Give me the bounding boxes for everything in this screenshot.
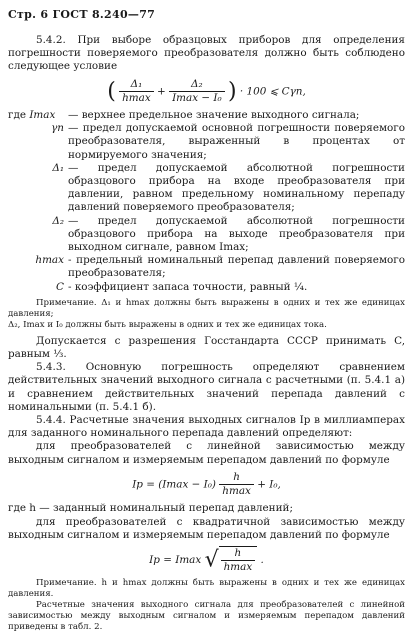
- fraction-4-den: hmax: [223, 561, 253, 574]
- fraction-3: [219, 471, 254, 498]
- definition-item: [8, 254, 405, 280]
- paragraph-quadratic: для преобразователей с квадратичной зависимостью между выходным сигналом и измеряемым перепадом давлений по формуле: [8, 515, 405, 541]
- formula-linear: [8, 471, 405, 498]
- formula-linear-lhs: Iр = (Imax − I₀): [132, 478, 216, 491]
- note-2: Примечание. h и hmax должны быть выражены в одних и тех же единицах давления.: [8, 578, 405, 600]
- definitions-list: [8, 109, 405, 294]
- definition-item: [8, 122, 405, 162]
- sqrt: [205, 546, 258, 574]
- sqrt-sign: √: [204, 547, 219, 573]
- paragraph-c-permission: Допускается с разрешения Госстандарта СССР принимать C, равным ⅓.: [8, 334, 405, 361]
- fraction-1-num: Δ₁: [119, 78, 154, 92]
- paragraph-5-4-2: 5.4.2. При выборе образцовых приборов для определения погрешности поверяемого преобразователя должно быть соблюдено следующее условие: [8, 34, 405, 73]
- plus-sign: +: [157, 85, 166, 98]
- page-header: Стр. 6 ГОСТ 8.240—77: [8, 8, 156, 21]
- fraction-2-den: Imax − I₀: [172, 91, 222, 104]
- definition-symbol: Δ₁: [52, 161, 64, 174]
- definition-text: — предел допускаемой абсолютной погрешности образцового прибора на выходе преобразователя при выходном сигнале, равном Imax;: [68, 214, 405, 254]
- definition-symbol: γп: [51, 122, 64, 135]
- definition-text: — предел допускаемой абсолютной погрешности образцового прибора на входе преобразователя при давлении, равном предельному номинальному перепаду давлений поверяемого преобразователя;: [68, 161, 405, 214]
- definition-text: - предельный номинальный перепад давлений поверяемого преобразователя;: [68, 254, 405, 280]
- paragraph-linear: для преобразователей с линейной зависимостью между выходным сигналом и измеряемым перепадом давлений по формуле: [8, 440, 405, 466]
- definition-item: [8, 215, 405, 255]
- fraction-2: [169, 78, 225, 105]
- note-1: Примечание. Δ₁ и hmax должны быть выражены в одних и тех же единицах давления;: [8, 297, 405, 319]
- definition-text: - коэффициент запаса точности, равный ¼.: [68, 280, 308, 293]
- definition-text: — верхнее предельное значение выходного сигнала;: [68, 109, 360, 122]
- definition-item: [8, 281, 405, 294]
- definition-symbol: C: [56, 280, 64, 293]
- note-1b: Δ₂, Imax и I₀ должны быть выражены в одних и тех же единицах тока.: [8, 319, 327, 330]
- formula-quadratic-end: .: [260, 554, 264, 567]
- fraction-4-num: h: [221, 547, 256, 561]
- paragraph-5-4-4: 5.4.4. Расчетные значения выходных сигналов Iр в миллиамперах для заданного номинального перепада давлений определяют:: [8, 414, 405, 440]
- fraction-3-den: hmax: [222, 485, 251, 498]
- definition-symbol: Imax: [29, 109, 56, 122]
- fraction-1-den: hmax: [122, 91, 151, 104]
- paren-open: (: [107, 78, 116, 104]
- definition-symbol: Δ₂: [52, 214, 64, 227]
- paragraph-5-4-3: 5.4.3. Основную погрешность определяют сравнением действительных значений выходного сигнала с расчетными (п. 5.4.1 а) и сравнением действительных значений перепада давлений с номинальными (п. 5.4.1 б).: [8, 361, 405, 413]
- definition-text: — предел допускаемой основной погрешности поверяемого преобразователя, выраженный в процентах от нормируемого значения;: [68, 122, 405, 161]
- paragraph-h-definition: где h — заданный номинальный перепад давлений;: [8, 502, 293, 515]
- formula-quadratic: [8, 546, 405, 574]
- formula-condition-rest: · 100 ⩽ Cγп,: [239, 85, 306, 98]
- formula-linear-rhs: + I₀,: [257, 478, 281, 491]
- definition-item: [8, 109, 405, 122]
- definition-item: [8, 162, 405, 215]
- sqrt-radicand: [219, 546, 258, 574]
- document-body: [8, 34, 405, 633]
- formula-condition: [8, 78, 405, 105]
- fraction-1: [119, 78, 154, 105]
- fraction-2-num: Δ₂: [169, 78, 225, 92]
- fraction-4: [221, 547, 256, 574]
- fraction-3-num: h: [219, 471, 254, 485]
- where-label: где: [8, 109, 26, 122]
- formula-quadratic-lhs: Iр = Imax: [149, 554, 202, 567]
- paren-close: ): [227, 78, 237, 104]
- note-3: Расчетные значения выходного сигнала для преобразователей с линейной зависимостью между выходным сигналом и измеряемым перепадом давлений приведены в табл. 2.: [8, 600, 405, 633]
- definition-symbol: hmax: [35, 254, 64, 267]
